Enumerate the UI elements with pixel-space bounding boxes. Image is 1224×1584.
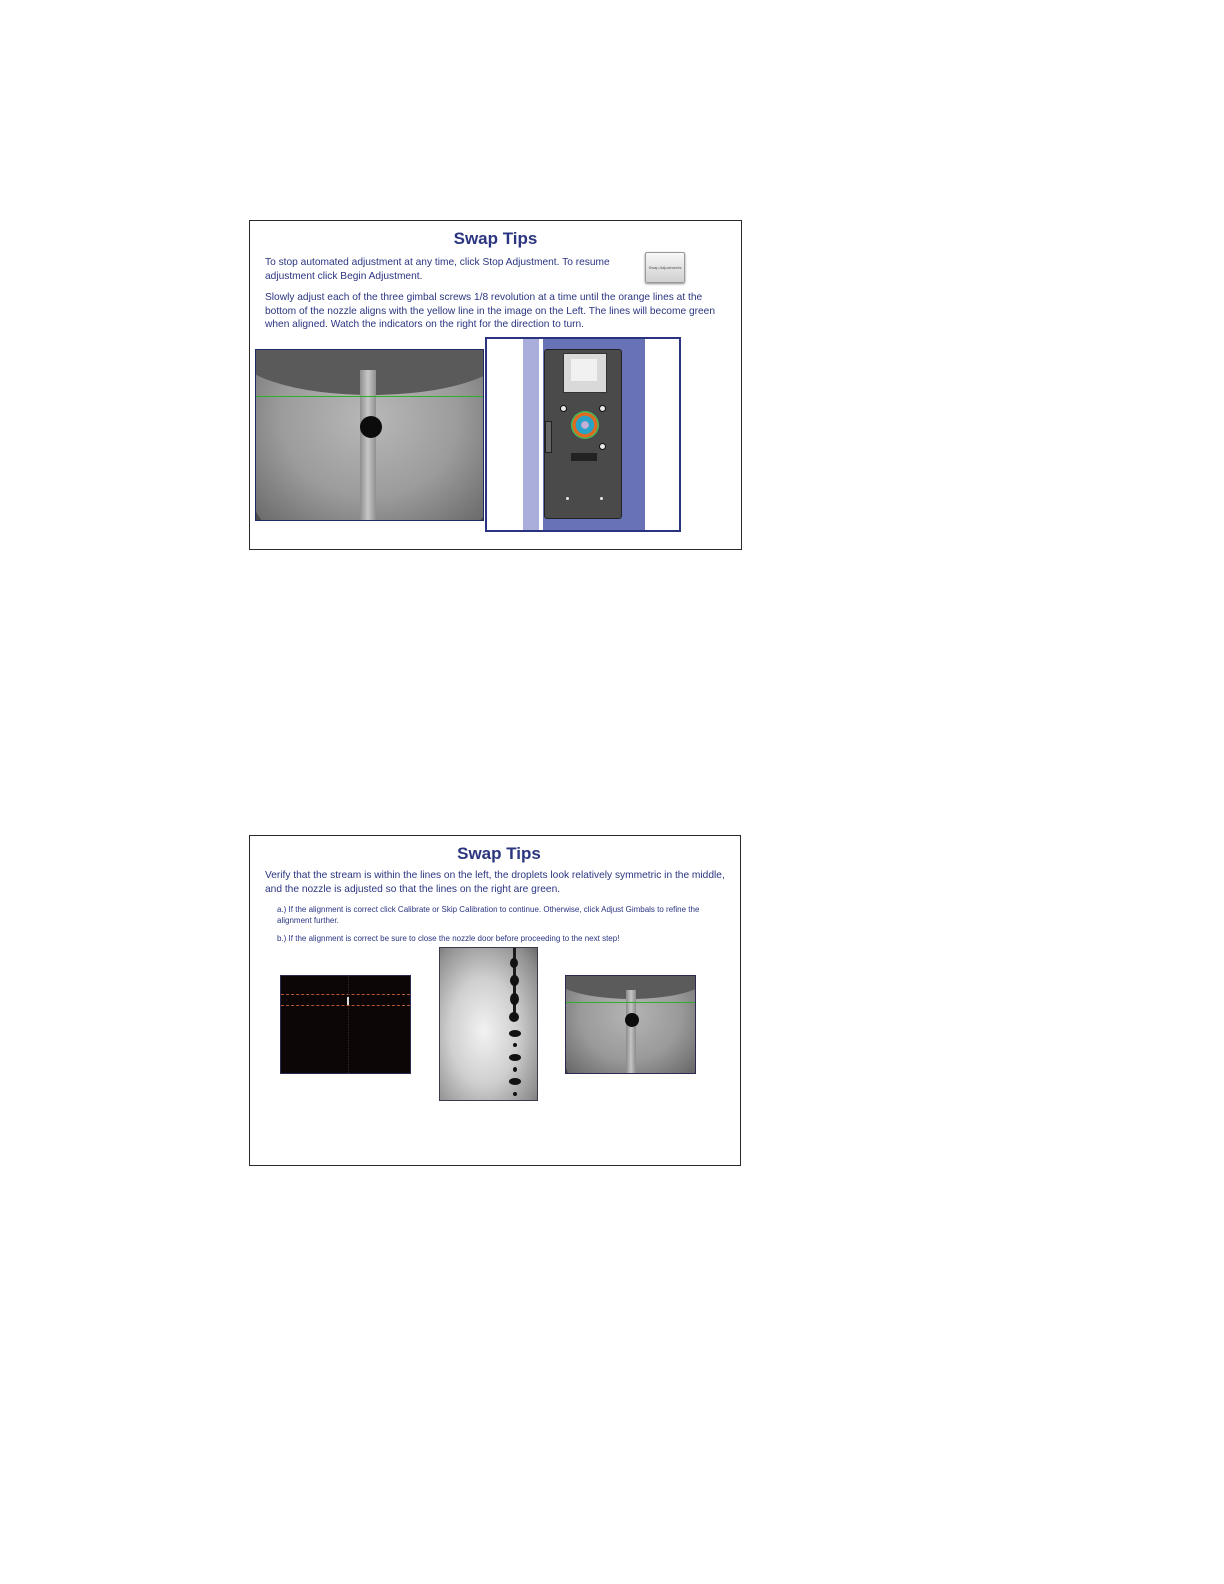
nozzle-target-icon: [571, 411, 599, 439]
alignment-line: [256, 396, 483, 397]
stream-camera-image: [280, 975, 411, 1074]
adjustment-intro-text: To stop automated adjustment at any time, click Stop Adjustment. To resume adjustment click Begin Adjustment.: [265, 257, 610, 282]
swap-adjustments-button[interactable]: Swap Adjustments: [645, 252, 685, 283]
gimbal-screw-icon: [560, 405, 567, 412]
panel-title: Swap Tips: [457, 844, 541, 863]
gimbal-screw-icon: [599, 443, 606, 450]
gimbal-direction-schematic: [485, 337, 681, 532]
swap-tips-verify-panel: [249, 835, 741, 1166]
reference-line: [281, 994, 410, 995]
panel-title: Swap Tips: [453, 229, 538, 248]
verify-intro-text: Verify that the stream is within the lines on the left, the droplets look relatively symmetric in the middle, and the nozzle is adjusted so that the lines on the right are green.: [265, 870, 725, 895]
nozzle-camera-image: [565, 975, 696, 1074]
reference-line: [281, 1005, 410, 1006]
swap-tips-adjust-panel: [249, 220, 742, 550]
nozzle-camera-image: [255, 349, 484, 521]
alignment-line: [566, 1002, 695, 1003]
gimbal-instructions-text: Slowly adjust each of the three gimbal screws 1/8 revolution at a time until the orange lines at the bottom of the nozzle aligns with the yellow line in the image on the Left. The lines will become green when aligned. Watch the indicators on the right for the direction to turn.: [265, 292, 716, 330]
gimbal-screw-icon: [599, 405, 606, 412]
droplet-image: [439, 947, 538, 1101]
step-a-text: a.) If the alignment is correct click Calibrate or Skip Calibration to continue. Otherwise, click Adjust Gimbals to refine the alignment further.: [277, 905, 700, 925]
step-b-text: b.) If the alignment is correct be sure to close the nozzle door before proceeding to the next step!: [277, 934, 620, 943]
